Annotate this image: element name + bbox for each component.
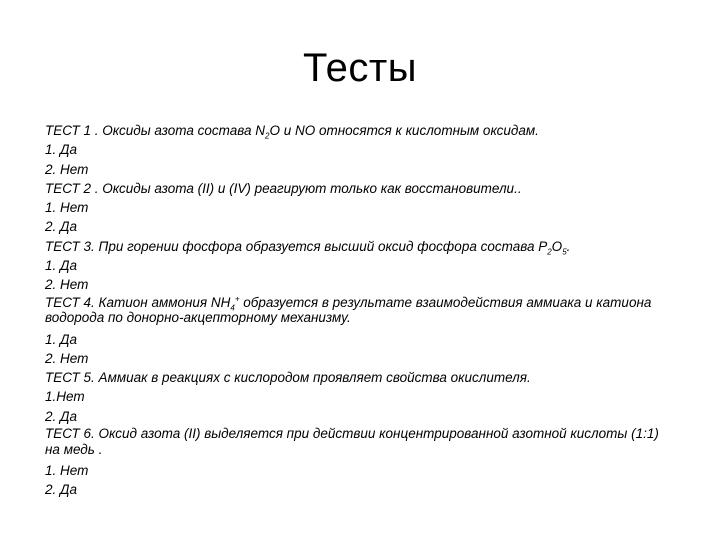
test-3-answer-1: 1. Да <box>45 258 78 274</box>
test-1-answer-2: 2. Нет <box>45 161 89 177</box>
test-3-answer-2: 2. Нет <box>45 277 89 293</box>
test-2-answer-1: 1. Нет <box>45 200 89 216</box>
test-6-answer-2: 2. Да <box>45 482 78 498</box>
test-4-question: ТЕСТ 4. Катион аммония $NH_4^+$ образуется в результате взаимодействия аммиака и катиона водорода по донорно-акцепторному механизму. <box>45 294 652 326</box>
test-5-question: ТЕСТ 5. Аммиак в реакциях с кислородом проявляет свойства окислителя. <box>45 370 531 386</box>
test-6-question: ТЕСТ 6. Оксид азота (II) выделяется при действии концентрированной азотной кислоты (1:1) на медь . <box>45 426 659 457</box>
slide-title: Тесты <box>302 46 417 90</box>
test-2-answer-2: 2. Да <box>45 219 78 235</box>
test-list <box>45 121 670 500</box>
test-1-question: ТЕСТ 1 . Оксиды азота состава $N_2O$ и NO относятся к кислотным оксидам. <box>45 123 539 141</box>
test-3-question: ТЕСТ 3. При горении фосфора образуется высший оксид фосфора состава $P_2O_5$. <box>45 238 571 257</box>
test-6-answer-1: 1. Нет <box>45 462 89 478</box>
test-2-question: ТЕСТ 2 . Оксиды азота (II) и (IV) реагируют только как восстановители.. <box>45 180 522 196</box>
test-5-answer-2: 2. Да <box>45 408 78 424</box>
test-1-answer-1: 1. Да <box>45 142 78 158</box>
test-4-answer-2: 2. Нет <box>45 350 89 366</box>
test-5-answer-1: 1.Нет <box>45 389 85 405</box>
test-4-answer-1: 1. Да <box>45 331 78 347</box>
